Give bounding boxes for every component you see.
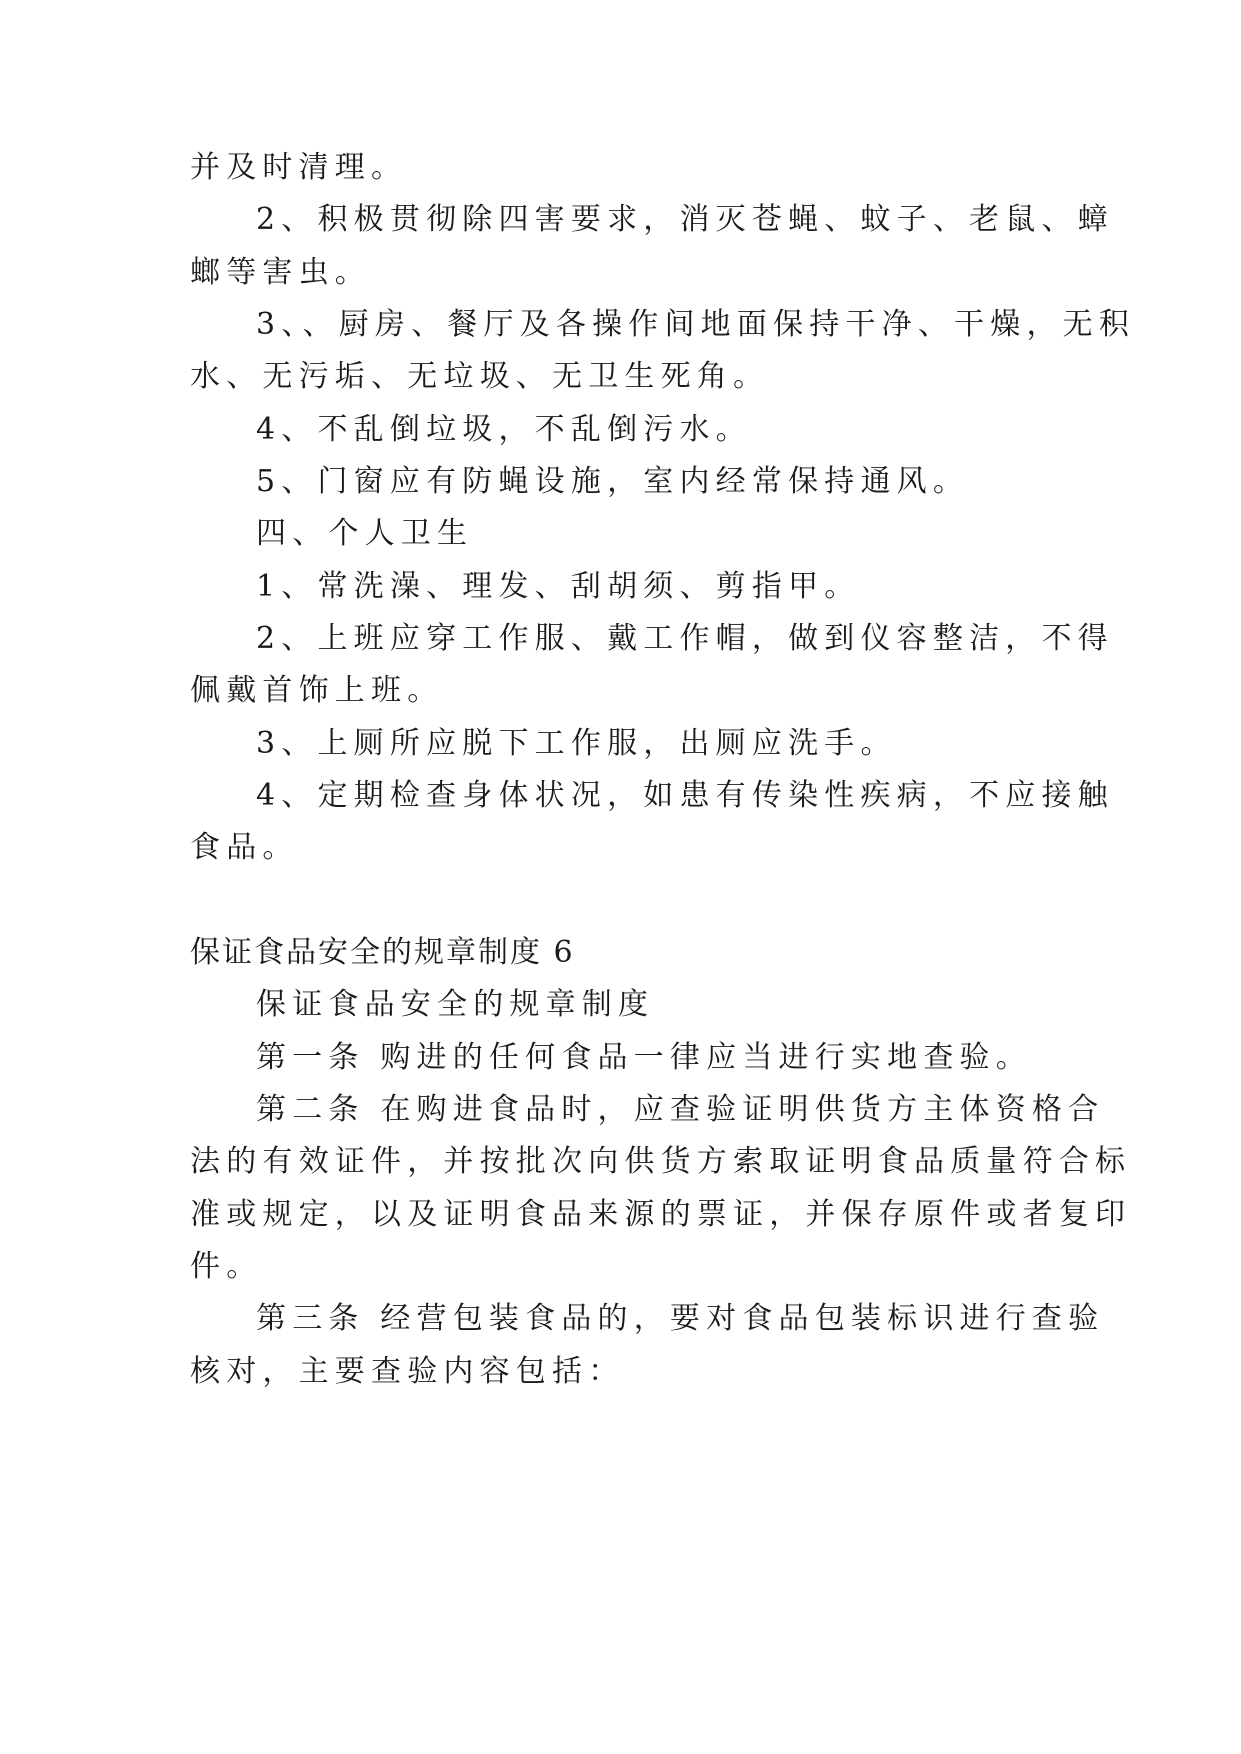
hygiene-item-2: 2、上班应穿工作服、戴工作帽，做到仪容整洁，不得 [256,621,1114,656]
list-item-2-continued: 螂等害虫。 [190,255,371,290]
list-item-3: 3、、厨房、餐厅及各操作间地面保持干净、干燥，无积 [256,307,1136,342]
section-title: 保证食品安全的规章制度 6 [190,935,575,970]
article-3: 第三条 经营包装食品的，要对食品包装标识进行查验 [256,1301,1105,1336]
list-item-5: 5、门窗应有防蝇设施，室内经常保持通风。 [256,464,970,499]
article-1: 第一条 购进的任何食品一律应当进行实地查验。 [256,1040,1032,1075]
list-item-3-continued: 水、无污垢、无垃圾、无卫生死角。 [190,359,770,394]
list-item-2: 2、积极贯彻除四害要求，消灭苍蝇、蚊子、老鼠、蟑 [256,202,1114,237]
article-3-line-2: 核对，主要查验内容包括： [190,1354,625,1389]
list-item-4: 4、不乱倒垃圾，不乱倒污水。 [256,412,752,447]
section-subtitle: 保证食品安全的规章制度 [256,987,655,1022]
hygiene-item-1: 1、常洗澡、理发、刮胡须、剪指甲。 [256,569,861,604]
article-2: 第二条 在购进食品时，应查验证明供货方主体资格合 [256,1092,1105,1127]
article-2-line-2: 法的有效证件，并按批次向供货方索取证明食品质量符合标 [190,1144,1132,1179]
hygiene-item-2-continued: 佩戴首饰上班。 [190,673,444,708]
article-2-line-4: 件。 [190,1249,263,1284]
article-2-line-3: 准或规定，以及证明食品来源的票证，并保存原件或者复印 [190,1197,1132,1232]
section-heading: 四、个人卫生 [256,516,474,551]
hygiene-item-3: 3、上厕所应脱下工作服，出厕应洗手。 [256,726,897,761]
hygiene-item-4-continued: 食品。 [190,830,299,865]
paragraph-line: 并及时清理。 [190,150,408,185]
hygiene-item-4: 4、定期检查身体状况，如患有传染性疾病，不应接触 [256,778,1114,813]
